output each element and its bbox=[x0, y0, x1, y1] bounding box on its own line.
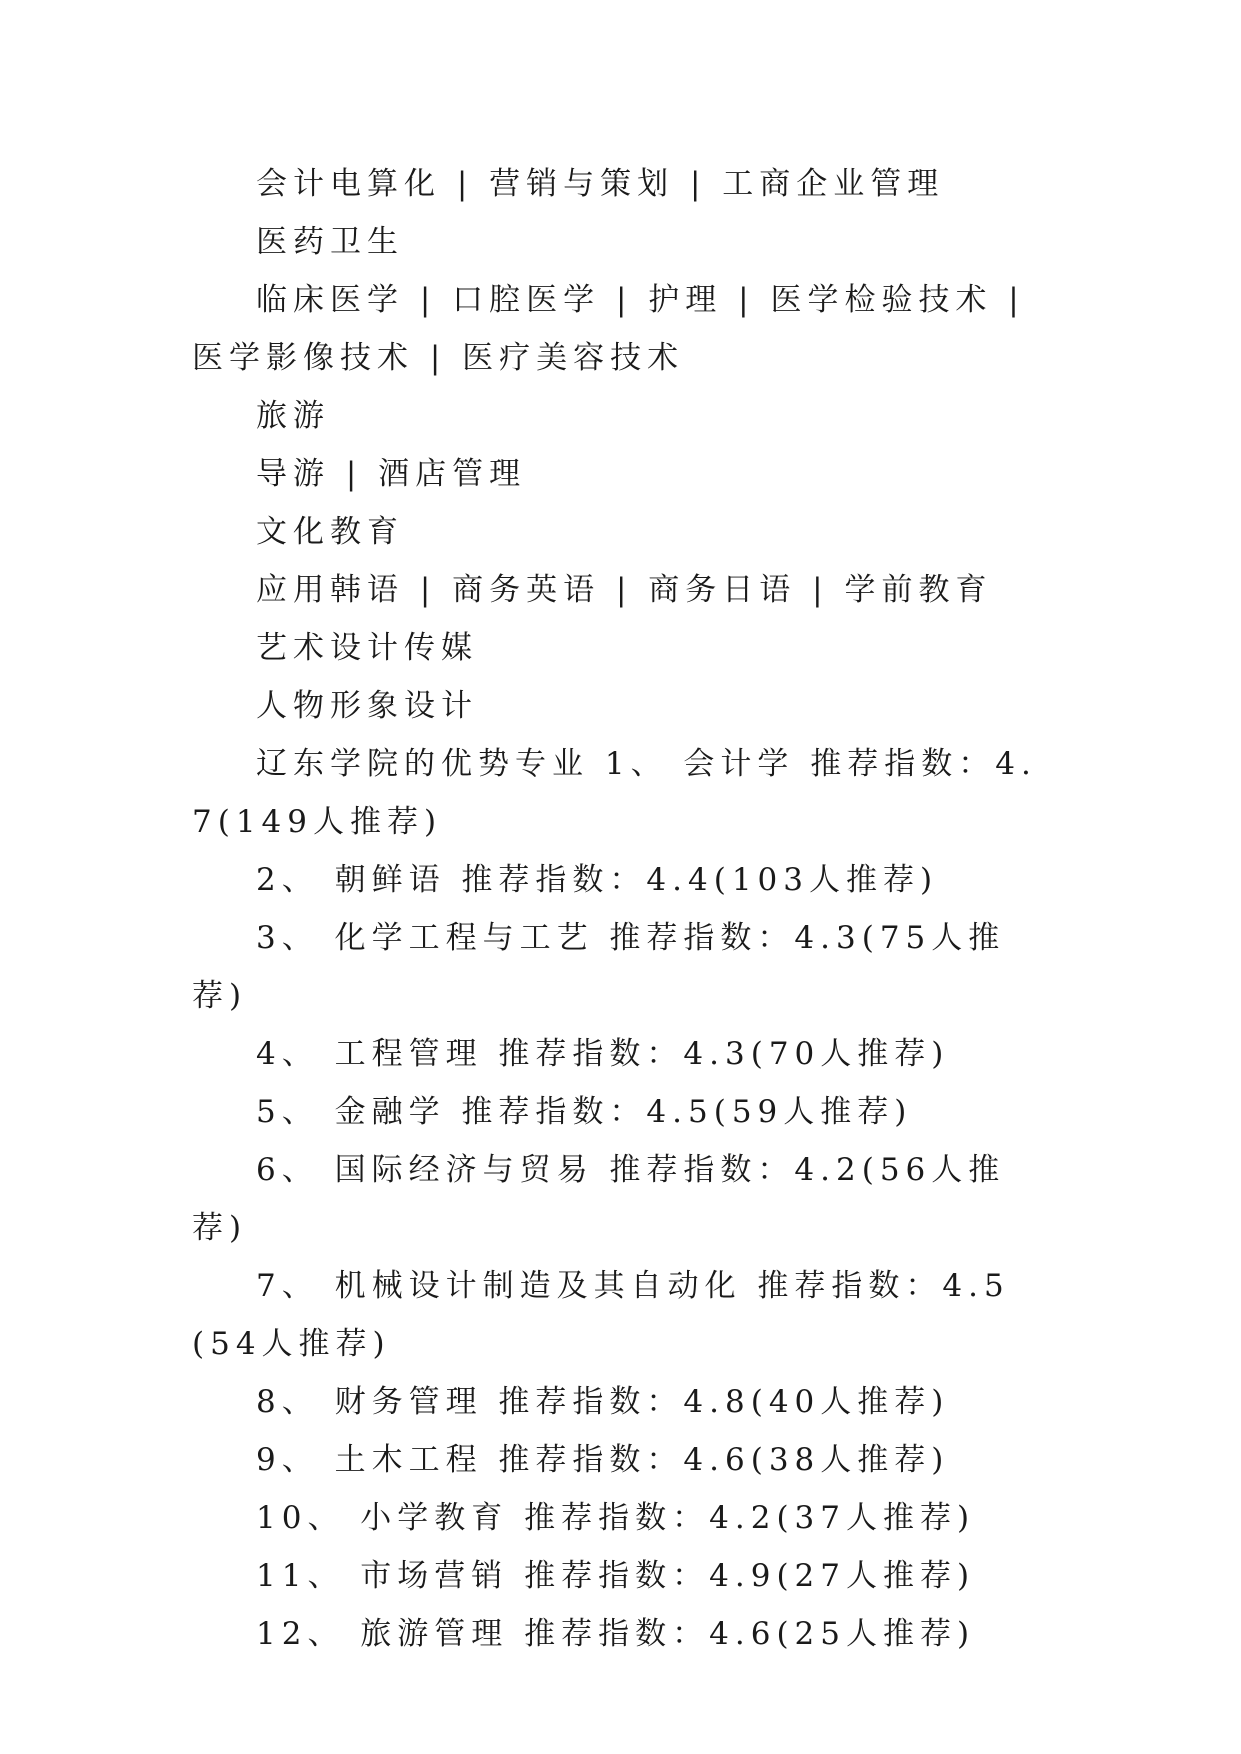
list-item: 12、 旅游管理 推荐指数：4.6(25人推荐) bbox=[256, 1616, 976, 1652]
list-item: 4、 工程管理 推荐指数：4.3(70人推荐) bbox=[256, 1036, 950, 1072]
paragraph-advantage-intro: 辽东学院的优势专业 1、 会计学 推荐指数：4.7(149人推荐) bbox=[192, 746, 1037, 840]
paragraph-category-medical: 医药卫生 bbox=[256, 224, 404, 260]
paragraph-majors-medical: 临床医学 | 口腔医学 | 护理 | 医学检验技术 | 医学影像技术 | 医疗美容技术 bbox=[192, 282, 1025, 376]
list-item: 11、 市场营销 推荐指数：4.9(27人推荐) bbox=[256, 1558, 976, 1594]
list-item: 6、 国际经济与贸易 推荐指数：4.2(56人推荐) bbox=[192, 1152, 1006, 1246]
paragraph-majors-education: 应用韩语 | 商务英语 | 商务日语 | 学前教育 bbox=[256, 572, 993, 608]
paragraph-category-tourism: 旅游 bbox=[256, 398, 330, 434]
list-item: 5、 金融学 推荐指数：4.5(59人推荐) bbox=[256, 1094, 913, 1130]
list-item: 9、 土木工程 推荐指数：4.6(38人推荐) bbox=[256, 1442, 950, 1478]
paragraph-category-art: 艺术设计传媒 bbox=[256, 630, 478, 666]
paragraph-majors-business: 会计电算化 | 营销与策划 | 工商企业管理 bbox=[256, 166, 945, 202]
list-item: 3、 化学工程与工艺 推荐指数：4.3(75人推荐) bbox=[192, 920, 1006, 1014]
list-item: 8、 财务管理 推荐指数：4.8(40人推荐) bbox=[256, 1384, 950, 1420]
list-item: 2、 朝鲜语 推荐指数：4.4(103人推荐) bbox=[256, 862, 939, 898]
list-item: 7、 机械设计制造及其自动化 推荐指数：4.5(54人推荐) bbox=[192, 1268, 1010, 1362]
list-item: 10、 小学教育 推荐指数：4.2(37人推荐) bbox=[256, 1500, 976, 1536]
paragraph-majors-tourism: 导游 | 酒店管理 bbox=[256, 456, 527, 492]
paragraph-majors-art: 人物形象设计 bbox=[256, 688, 478, 724]
paragraph-category-education: 文化教育 bbox=[256, 514, 404, 550]
document-body bbox=[192, 155, 1050, 1663]
